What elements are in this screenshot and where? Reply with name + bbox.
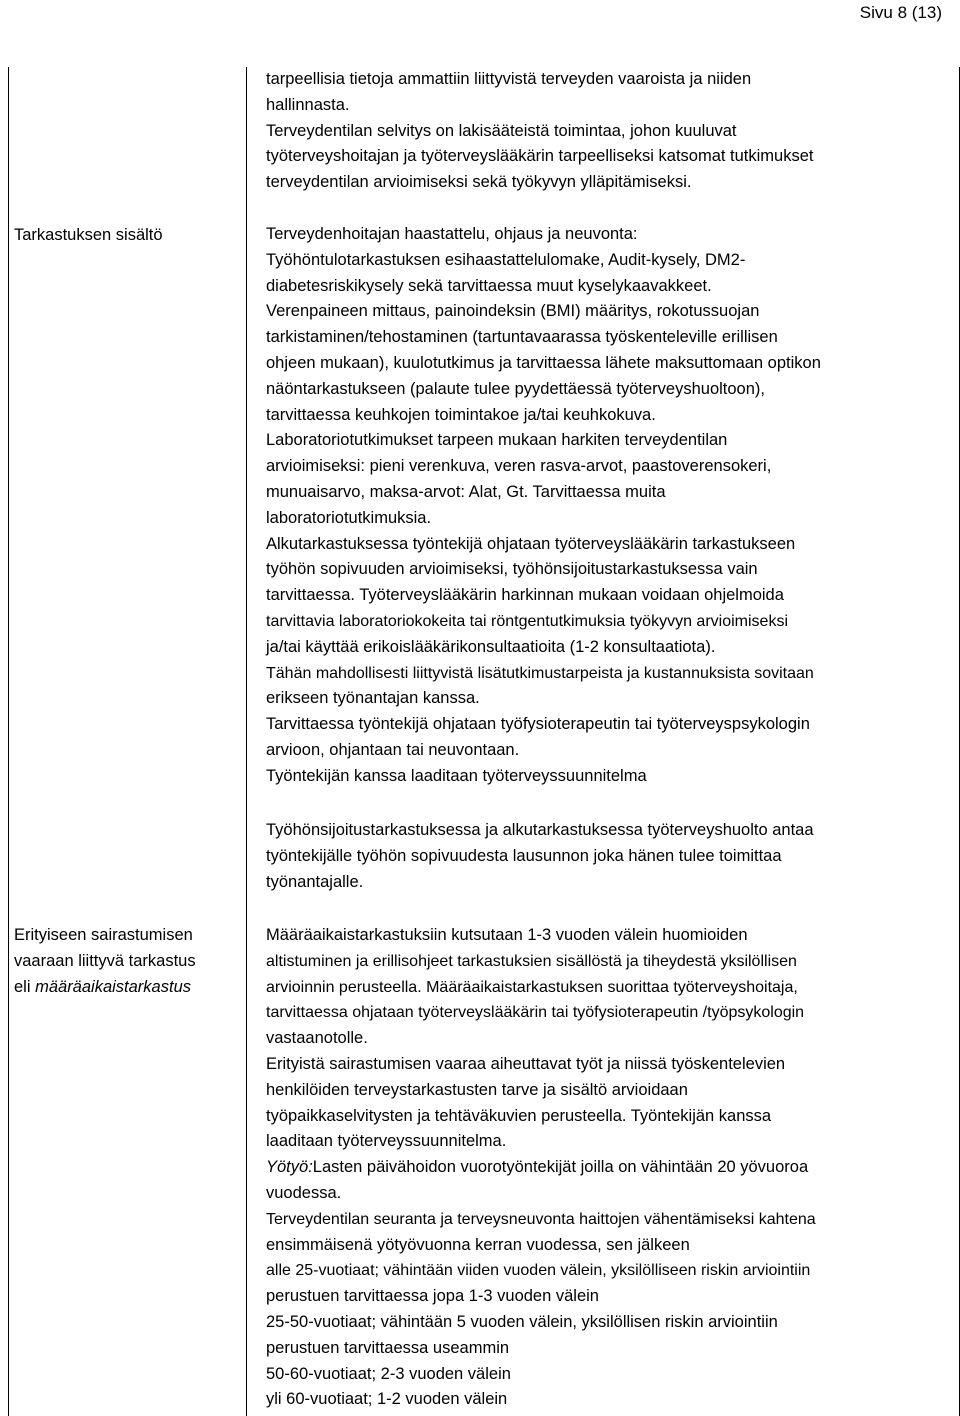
text-line: Työntekijän kanssa laaditaan työterveyssuunnitelma [266,766,647,785]
text-line: tarvittaessa keuhkojen toimintakoe ja/tai keuhkokuva. [266,405,656,424]
label-italic: määräaikaistarkastus [35,977,191,996]
text-line: laaditaan työterveyssuunnitelma. [266,1132,507,1151]
text-line: Terveydentilan seuranta ja terveysneuvonta haittojen vähentämiseksi kahtena [266,1210,816,1228]
text-line: Tarvittaessa työntekijä ohjataan työfysioterapeutin tai työterveyspsykologin [266,715,810,734]
night-work-prefix: Yötyö: [266,1158,313,1177]
text-line: ensimmäisenä yötyövuonna kerran vuodessa, sen jälkeen [266,1235,690,1254]
text-line: työhön sopivuuden arvioimiseksi, työhönsijoitustarkastuksessa vain [266,560,758,579]
text-line: tarkistaminen/tehostaminen (tartuntavaarassa työskenteleville erillisen [266,328,778,347]
text-line: arvioimiseksi: pieni verenkuva, veren rasva-arvot, paastoverensokeri, [266,457,772,476]
text-line: hallinnasta. [266,95,350,114]
section-content-maaraaikaistarkastus [266,923,956,1413]
text-line: ohjeen mukaan), kuulotutkimus ja tarvittaessa lähete maksuttomaan optikon [266,353,821,372]
text-line: Tähän mahdollisesti liittyvistä lisätutkimustarpeista ja kustannuksista sovitaan [266,664,814,682]
text-line: Terveydenhoitajan haastattelu, ohjaus ja neuvonta: [266,225,638,243]
text-line: työpaikkaselvitysten ja tehtäväkuvien perusteella. Työntekijän kanssa [266,1106,772,1125]
label-text: vaaraan liittyvä tarkastus [14,951,196,970]
text-line: vastaanotolle. [266,1029,368,1048]
section-label-tarkastuksen-sisalto [14,223,240,249]
label-text: Tarkastuksen sisältö [14,226,163,244]
text-line: näöntarkastukseen (palaute tulee pyydettäessä työterveyshuoltoon), [266,379,765,398]
text-line: Erityistä sairastumisen vaaraa aiheuttavat työt ja niissä työskentelevien [266,1054,786,1073]
text-line: perustuen tarvittaessa jopa 1-3 vuoden välein [266,1287,599,1306]
text-line: tarvittaessa ohjataan työterveyslääkärin tai työfysioterapeutin /työpsykologin [266,1004,805,1022]
section-label-maaraaikaistarkastus [14,923,240,1000]
page-number: Sivu 8 (13) [859,3,942,22]
text-line: Alkutarkastuksessa työntekijä ohjataan työterveyslääkärin tarkastukseen [266,534,796,553]
text-line: Työhönsijoitustarkastuksessa ja alkutarkastuksessa työterveyshuolto antaa [266,821,814,839]
section-content-tarkastuksen-sisalto [266,222,956,790]
text-line: Verenpaineen mittaus, painoindeksin (BMI) määritys, rokotussuojan [266,302,760,321]
text-line: diabetesriskikysely sekä tarvittaessa muut kyselykaavakkeet. [266,276,712,295]
text-line: altistuminen ja erillisohjeet tarkastuksien sisällöstä ja tiheydestä yksilöllisen [266,952,797,970]
text-line: työntekijälle työhön sopivuudesta lausunnon joka hänen tulee toimittaa [266,846,782,865]
night-work-text: Lasten päivähoidon vuorotyöntekijät joilla on vähintään 20 yövuoroa [312,1158,809,1177]
text-line: vuodessa. [266,1183,342,1202]
text-line: henkilöiden terveystarkastusten tarve ja sisältö arvioidaan [266,1080,688,1099]
column-divider [246,67,247,1416]
text-line: 50-60-vuotiaat; 2-3 vuoden välein [266,1364,511,1383]
text-line: Terveydentilan selvitys on lakisääteistä toimintaa, johon kuuluvat [266,121,737,140]
text-line: ja/tai käyttää erikoislääkärikonsultaatioita (1-2 konsultaatiota). [266,637,716,656]
text-line: munuaisarvo, maksa-arvot: Alat, Gt. Tarvittaessa muita [266,482,666,501]
text-line: tarvittavia laboratoriokokeita tai röntgentutkimuksia työkyvyn arvioimiseksi [266,612,788,630]
label-text [14,975,240,1001]
text-line: 25-50-vuotiaat; vähintään 5 vuoden välein, yksilöllisen riskin arviointiin [266,1312,778,1331]
text-line: työterveyshoitajan ja työterveyslääkärin tarpeelliseksi katsomat tutkimukset [266,147,814,166]
text-line: erikseen työnantajan kanssa. [266,689,480,708]
text-line: laboratoriotutkimuksia. [266,508,432,527]
text-line: Laboratoriotutkimukset tarpeen mukaan harkiten terveydentilan [266,431,728,450]
text-line: arvioinnin perusteella. Määräaikaistarkastuksen suorittaa työterveyshoitaja, [266,978,798,996]
text-line: Työhöntulotarkastuksen esihaastattelulomake, Audit-kysely, DM2- [266,250,746,269]
text-line: tarpeellisia tietoja ammattiin liittyvistä terveyden vaaroista ja niiden [266,70,752,88]
text-line: alle 25-vuotiaat; vähintään viiden vuoden välein, yksilölliseen riskin arviointiin [266,1262,811,1280]
text-line [266,1155,956,1181]
text-line: arvioon, ohjantaan tai neuvontaan. [266,740,520,759]
text-line: perustuen tarvittaessa useammin [266,1338,510,1357]
text-line: työnantajalle. [266,872,364,891]
section-closing-paragraph [266,818,956,895]
text-line: tarvittaessa. Työterveyslääkärin harkinnan mukaan voidaan ohjelmoida [266,586,784,605]
label-text: Erityiseen sairastumisen [14,926,193,944]
label-prefix: eli [14,977,36,996]
text-line: yli 60-vuotiaat; 1-2 vuoden välein [266,1390,508,1409]
text-line: terveydentilan arvioimiseksi sekä työkyvyn ylläpitämiseksi. [266,173,692,192]
text-line: Määräaikaistarkastuksiin kutsutaan 1-3 vuoden välein huomioiden [266,926,748,944]
intro-paragraph [266,67,956,196]
